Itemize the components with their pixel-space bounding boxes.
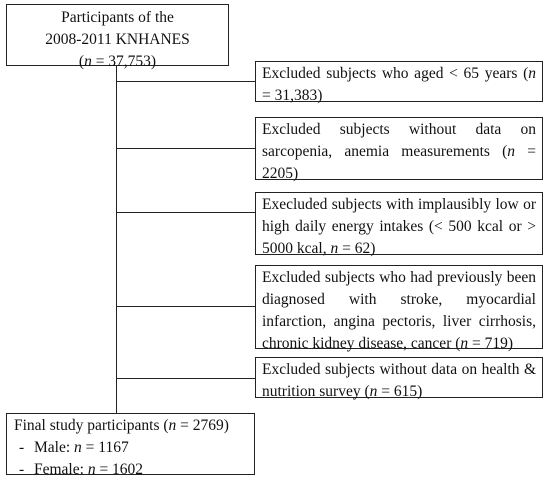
branch-connector-2 xyxy=(116,148,255,149)
exclusion-text: Excluded subjects without data on health & nutrition survey ( xyxy=(262,361,536,400)
participants-count-n: n xyxy=(84,53,92,70)
branch-connector-4 xyxy=(116,306,255,307)
final-title-text: Final study participants ( xyxy=(14,417,169,434)
participants-count-open: ( xyxy=(78,53,85,70)
exclusion-text: Excluded subjects who aged < 65 years ( xyxy=(262,65,529,82)
final-title-count: = 2769) xyxy=(176,417,229,434)
exclusion-text: Execluded subjects with implausibly low or high daily energy intakes (< 500 kcal or > 5000 kcal, xyxy=(262,196,536,257)
group-label: Female: xyxy=(34,461,88,478)
final-participants-box xyxy=(6,413,255,478)
list-dash: - xyxy=(19,439,25,456)
participants-count-value: = 37,753) xyxy=(91,53,157,70)
exclusion-box-age xyxy=(255,61,543,102)
exclusion-n: n xyxy=(528,65,536,82)
final-title xyxy=(14,415,247,437)
exclusion-n: n xyxy=(330,240,339,257)
exclusion-box-energy-intake xyxy=(255,192,543,255)
group-value: = 1167 xyxy=(81,439,129,456)
exclusion-count: = 62) xyxy=(338,240,376,257)
exclusion-box-survey xyxy=(255,357,543,398)
exclusion-count: = 31,383) xyxy=(262,87,323,104)
exclusion-text: Excluded subjects who had previously been diagnosed with stroke, myocardial infarction, angina pectoris, liver cirrhosis, chronic kidney disease, cancer ( xyxy=(262,269,536,352)
final-title-n: n xyxy=(168,417,177,434)
exclusion-n: n xyxy=(460,335,469,352)
exclusion-box-diagnoses xyxy=(255,265,543,352)
list-dash: - xyxy=(19,461,25,478)
participants-line-2: 2008-2011 KNHANES xyxy=(45,31,190,48)
exclusion-count: = 615) xyxy=(377,383,423,400)
participants-box xyxy=(6,4,229,70)
group-value: = 1602 xyxy=(95,461,144,478)
exclusion-n: n xyxy=(369,383,378,400)
group-n: n xyxy=(87,461,96,478)
branch-connector-5 xyxy=(116,378,255,379)
exclusion-text: Excluded subjects without data on sarcopenia, anemia measurements ( xyxy=(262,121,536,160)
branch-connector-1 xyxy=(116,81,255,82)
exclusion-box-missing-sarcopenia xyxy=(255,117,543,180)
branch-connector-3 xyxy=(116,212,255,213)
group-n: n xyxy=(74,439,82,456)
group-label: Male: xyxy=(34,439,75,456)
participants-line-1: Participants of the xyxy=(61,9,174,26)
exclusion-n: n xyxy=(507,143,516,160)
participants-count xyxy=(11,51,224,73)
main-vertical-connector xyxy=(116,66,117,413)
exclusion-count: = 2205) xyxy=(262,143,536,182)
final-group-male xyxy=(14,437,247,459)
final-group-list xyxy=(14,437,247,481)
exclusion-count: = 719) xyxy=(468,335,514,352)
